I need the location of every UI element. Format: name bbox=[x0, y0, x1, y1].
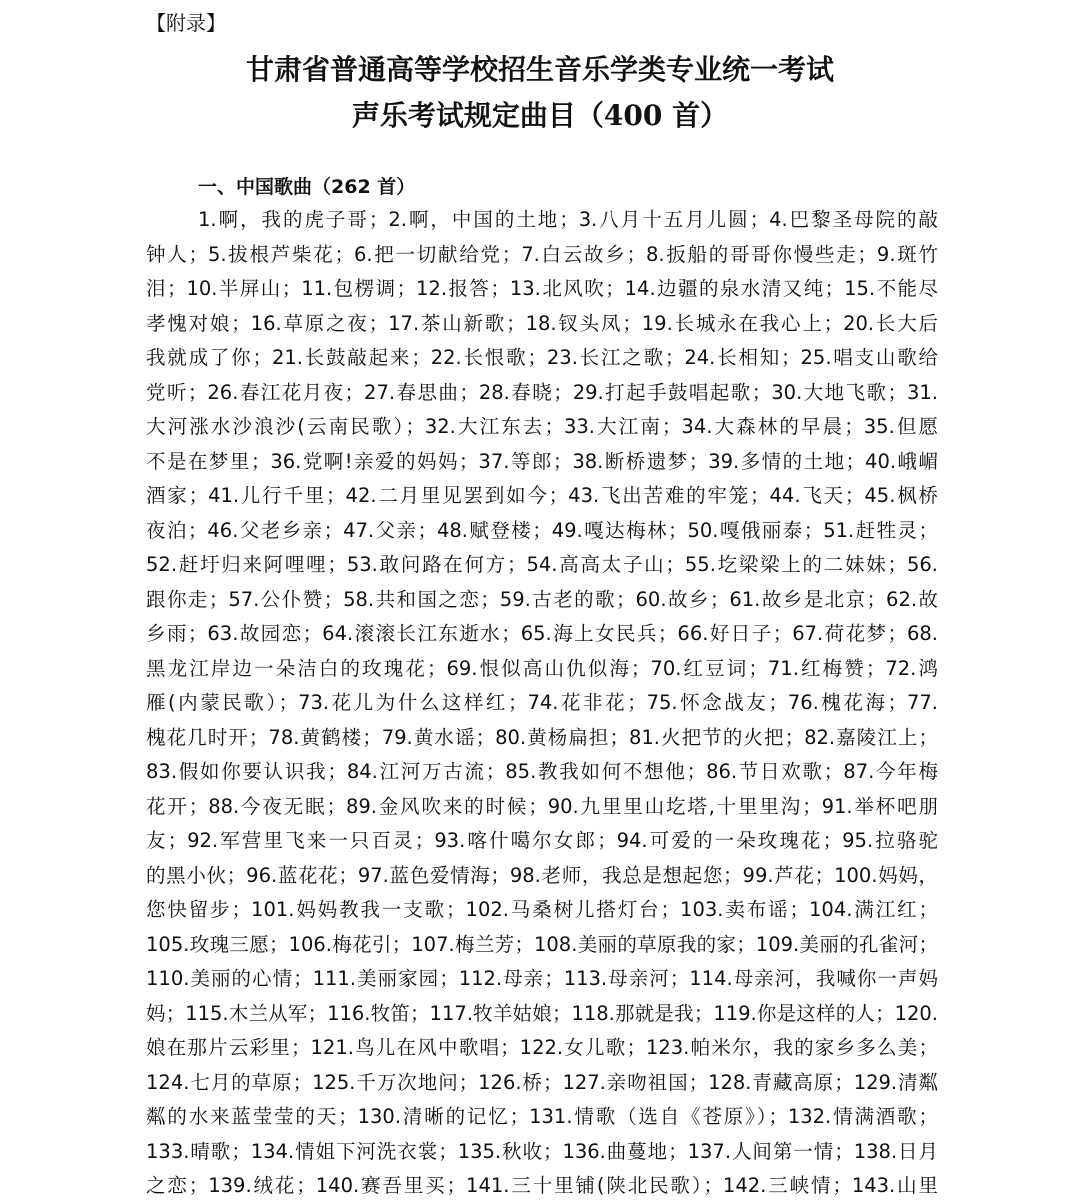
text-line: 粼的水来蓝莹莹的天；130.清晰的记忆；131.情歌（选自《苍原》）；132.情满酒歌； bbox=[146, 1105, 938, 1128]
text-line: 黑龙江岸边一朵洁白的玫瑰花；69.恨似高山仇似海；70.红豆词；71.红梅赞；72.鸿 bbox=[146, 656, 938, 680]
text-line: 的黑小伙；96.蓝花花；97.蓝色爱情海；98.老师，我总是想起您；99.芦花；100.妈妈， bbox=[146, 863, 938, 887]
text-line: 花开；88.今夜无眠；89.金风吹来的时候；90.九里里山圪塔,十里里沟；91.举杯吧朋 bbox=[146, 794, 938, 818]
text-line: 娘在那片云彩里；121.鸟儿在风中歌唱；122.女儿歌；123.帕米尔，我的家乡多么美； bbox=[146, 1036, 938, 1059]
text-line: 我就成了你；21.长鼓敲起来；22.长恨歌；23.长江之歌；24.长相知；25.唱支山歌给 bbox=[146, 346, 938, 369]
text-line: 友；92.军营里飞来一只百灵；93.喀什噶尔女郎；94.可爱的一朵玫瑰花；95.拉骆驼 bbox=[146, 829, 938, 852]
text-line: 83.假如你要认识我；84.江河万古流；85.教我如何不想他；86.节日欢歌；87.今年梅 bbox=[146, 760, 938, 783]
text-line: 雁(内蒙民歌）；73.花儿为什么这样红；74.花非花；75.怀念战友；76.槐花海；77. bbox=[146, 691, 938, 714]
text-line: 不是在梦里；36.党啊!亲爱的妈妈；37.等郎；38.断桥遗梦；39.多情的土地；40.峨嵋 bbox=[146, 449, 938, 473]
document-title-line-1: 甘肃省普通高等学校招生音乐学类专业统一考试 bbox=[245, 53, 834, 86]
text-line: 党听；26.春江花月夜；27.春思曲；28.春晓；29.打起手鼓唱起歌；30.大地飞歌；31. bbox=[146, 380, 938, 404]
text-line: 大河涨水沙浪沙(云南民歌）；32.大江东去；33.大江南；34.大森林的早晨；35.但愿 bbox=[146, 415, 938, 438]
text-line: 夜泊；46.父老乡亲；47.父亲；48.赋登楼；49.嘎达梅林；50.嘎俄丽泰；51.赶牲灵； bbox=[146, 518, 938, 542]
text-line: 1.啊，我的虎子哥；2.啊，中国的土地；3.八月十五月儿圆；4.巴黎圣母院的敲 bbox=[198, 208, 938, 231]
text-line: 110.美丽的心情；111.美丽家园；112.母亲；113.母亲河；114.母亲河，我喊你一声妈 bbox=[146, 967, 938, 990]
section-heading: 一、中国歌曲（262 首） bbox=[198, 176, 416, 198]
document-title-line-2: 声乐考试规定曲目（400 首） bbox=[351, 99, 729, 132]
text-line: 孝愧对娘；16.草原之夜；17.茶山新歌；18.钗头凤；19.长城永在我心上；20.长大后 bbox=[146, 311, 938, 335]
text-line: 52.赶圩归来阿哩哩；53.敢问路在何方；54.高高太子山；55.圪梁梁上的二妹妹；56. bbox=[146, 553, 938, 576]
text-line: 槐花几时开；78.黄鹤楼；79.黄水谣；80.黄杨扁担；81.火把节的火把；82.嘉陵江上； bbox=[146, 725, 938, 749]
text-line: 酒家；41.儿行千里；42.二月里见罢到如今；43.飞出苦难的牢笼；44.飞天；45.枫桥 bbox=[146, 484, 938, 507]
text-line: 105.玫瑰三愿；106.梅花引；107.梅兰芳；108.美丽的草原我的家；109.美丽的孔雀河； bbox=[146, 932, 938, 956]
text-line: 跟你走；57.公仆赞；58.共和国之恋；59.古老的歌；60.故乡；61.故乡是北京；62.故 bbox=[146, 587, 938, 611]
text-line: 124.七月的草原；125.千万次地问；126.桥；127.亲吻祖国；128.青藏高原；129.清粼 bbox=[146, 1070, 938, 1094]
text-line: 乡雨；63.故园恋；64.滚滚长江东逝水；65.海上女民兵；66.好日子；67.荷花梦；68. bbox=[146, 622, 938, 645]
text-line: 泪；10.半屏山；11.包楞调；12.报答；13.北风吹；14.边疆的泉水清又纯；15.不能尽 bbox=[146, 277, 938, 300]
text-line: 133.晴歌；134.情姐下河洗衣裳；135.秋收；136.曲蔓地；137.人间第一情；138.日月 bbox=[146, 1139, 938, 1163]
text-line: 妈；115.木兰从军；116.牧笛；117.牧羊姑娘；118.那就是我；119.你是这样的人；120. bbox=[146, 1001, 938, 1025]
appendix-tag: 【附录】 bbox=[146, 11, 226, 35]
song-list-paragraph bbox=[146, 203, 938, 1197]
text-line: 钟人；5.拔根芦柴花；6.把一切献给党；7.白云故乡；8.扳船的哥哥你慢些走；9.斑竹 bbox=[146, 242, 938, 266]
text-line: 之恋；139.绒花；140.赛吾里买；141.三十里铺(陕北民歌）；142.三峡情；143.山里 bbox=[146, 1174, 938, 1197]
text-line: 您快留步；101.妈妈教我一支歌；102.马桑树儿搭灯台；103.卖布谣；104.满江红； bbox=[146, 898, 938, 921]
